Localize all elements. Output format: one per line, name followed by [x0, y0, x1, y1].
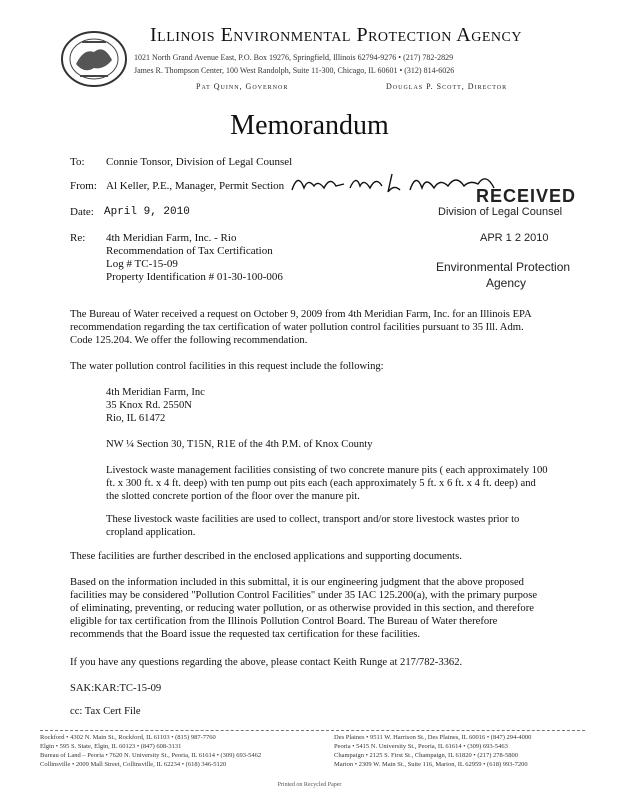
date-label: Date:	[70, 206, 94, 218]
re-line-4: Property Identification # 01-30-100-006	[106, 271, 283, 283]
to-value: Connie Tonsor, Division of Legal Counsel	[106, 156, 293, 168]
reference-initials: SAK:KAR:TC-15-09	[70, 683, 162, 694]
governor-name: Pat Quinn, Governor	[196, 82, 289, 91]
stamp-date: APR 1 2 2010	[480, 232, 549, 244]
paragraph-5: These facilities are further described in the enclosed applications and supporting documents.	[70, 551, 462, 562]
from-label: From:	[70, 180, 97, 192]
re-line-3: Log # TC-15-09	[106, 258, 178, 270]
paragraph-3: Livestock waste management facilities consisting of two concrete manure pits ( each approximately 100 ft. x 300 ft. x 4 ft. deep) with ten pump out pits each (each approximately 5 ft. x 6 ft. x 4 ft. deep) and the slotted concrete portion of the floor over the manure pit.	[106, 465, 548, 502]
stamp-division: Division of Legal Counsel	[438, 206, 563, 218]
state-seal-icon	[60, 30, 128, 88]
facility-city: Rio, IL 61472	[106, 413, 166, 424]
paragraph-1: The Bureau of Water received a request on October 9, 2009 from 4th Meridian Farm, Inc. for an Illinois EPA recommendation regarding the tax certification of water pollution control facilities pursuant to 35 Ill. Adm. Code 125.204. We offer the following recommendation.	[70, 309, 532, 346]
agency-address-2: James R. Thompson Center, 100 West Randolph, Suite 11-300, Chicago, IL 60601 • (312) 814-6026	[134, 66, 455, 75]
stamp-agency-1: Environmental Protection	[436, 260, 571, 274]
footer-office-peoria: Peoria • 5415 N. University St., Peoria, IL 61614 • (309) 693-5463	[334, 743, 508, 750]
paragraph-2: The water pollution control facilities in this request include the following:	[70, 361, 384, 372]
footer-office-rockford: Rockford • 4302 N. Main St., Rockford, IL 61103 • (815) 987-7760	[40, 734, 216, 741]
to-label: To:	[70, 156, 85, 168]
facility-location: NW ¼ Section 30, T15N, R1E of the 4th P.M. of Knox County	[106, 439, 373, 450]
paragraph-6: Based on the information included in this submittal, it is our engineering judgment that the above proposed facilities may be considered "Pollution Control Facilities" under 35 IAC 125.200(a), with the primary purpose of eliminating, preventing, or reducing water pollution, or as otherwise provided in this section, and therefore eligible for tax certification from the Illinois Pollution Control Board. The Bureau of Water therefore recommends that the Board issue the requested tax certification for these facilities.	[70, 577, 538, 640]
agency-address-1: 1021 North Grand Avenue East, P.O. Box 19276, Springfield, Illinois 62794-9276 • (217) 782-2829	[134, 53, 454, 62]
footer-office-marion: Marion • 2309 W. Main St., Suite 116, Marion, IL 62959 • (618) 993-7200	[334, 761, 528, 768]
facility-name: 4th Meridian Farm, Inc	[106, 387, 205, 398]
footer-divider	[40, 730, 585, 731]
agency-name: Illinois Environmental Protection Agency	[150, 24, 522, 46]
date-value: April 9, 2010	[104, 206, 190, 218]
recycled-paper-note: Printed on Recycled Paper	[277, 782, 342, 788]
re-line-2: Recommendation of Tax Certification	[106, 245, 273, 257]
footer-office-champaign: Champaign • 2125 S. First St., Champaign, IL 61820 • (217) 278-5800	[334, 752, 518, 759]
memo-title: Memorandum	[230, 110, 389, 141]
footer-office-collinsville: Collinsville • 2009 Mall Street, Collinsville, IL 62234 • (618) 346-5120	[40, 761, 227, 768]
from-value: Al Keller, P.E., Manager, Permit Section	[106, 180, 285, 192]
footer-office-elgin: Elgin • 595 S. State, Elgin, IL 60123 • (847) 608-3131	[40, 743, 182, 750]
paragraph-7: If you have any questions regarding the above, please contact Keith Runge at 217/782-3362.	[70, 657, 463, 668]
facility-street: 35 Knox Rd. 2550N	[106, 400, 192, 411]
footer-office-peoria-land: Bureau of Land – Peoria • 7620 N. University St., Peoria, IL 61614 • (309) 693-5462	[40, 752, 262, 759]
re-line-1: 4th Meridian Farm, Inc. - Rio	[106, 232, 237, 244]
director-name: Douglas P. Scott, Director	[386, 82, 508, 91]
signature	[288, 170, 503, 196]
received-stamp: RECEIVED	[476, 186, 577, 206]
cc-line: cc: Tax Cert File	[70, 706, 141, 717]
stamp-agency-2: Agency	[486, 276, 527, 290]
footer-office-des-plaines: Des Plaines • 9511 W. Harrison St., Des Plaines, IL 60016 • (847) 294-4000	[334, 734, 532, 741]
paragraph-4: These livestock waste facilities are used to collect, transport and/or store livestock wastes prior to cropland application.	[106, 514, 520, 538]
re-label: Re:	[70, 232, 86, 244]
